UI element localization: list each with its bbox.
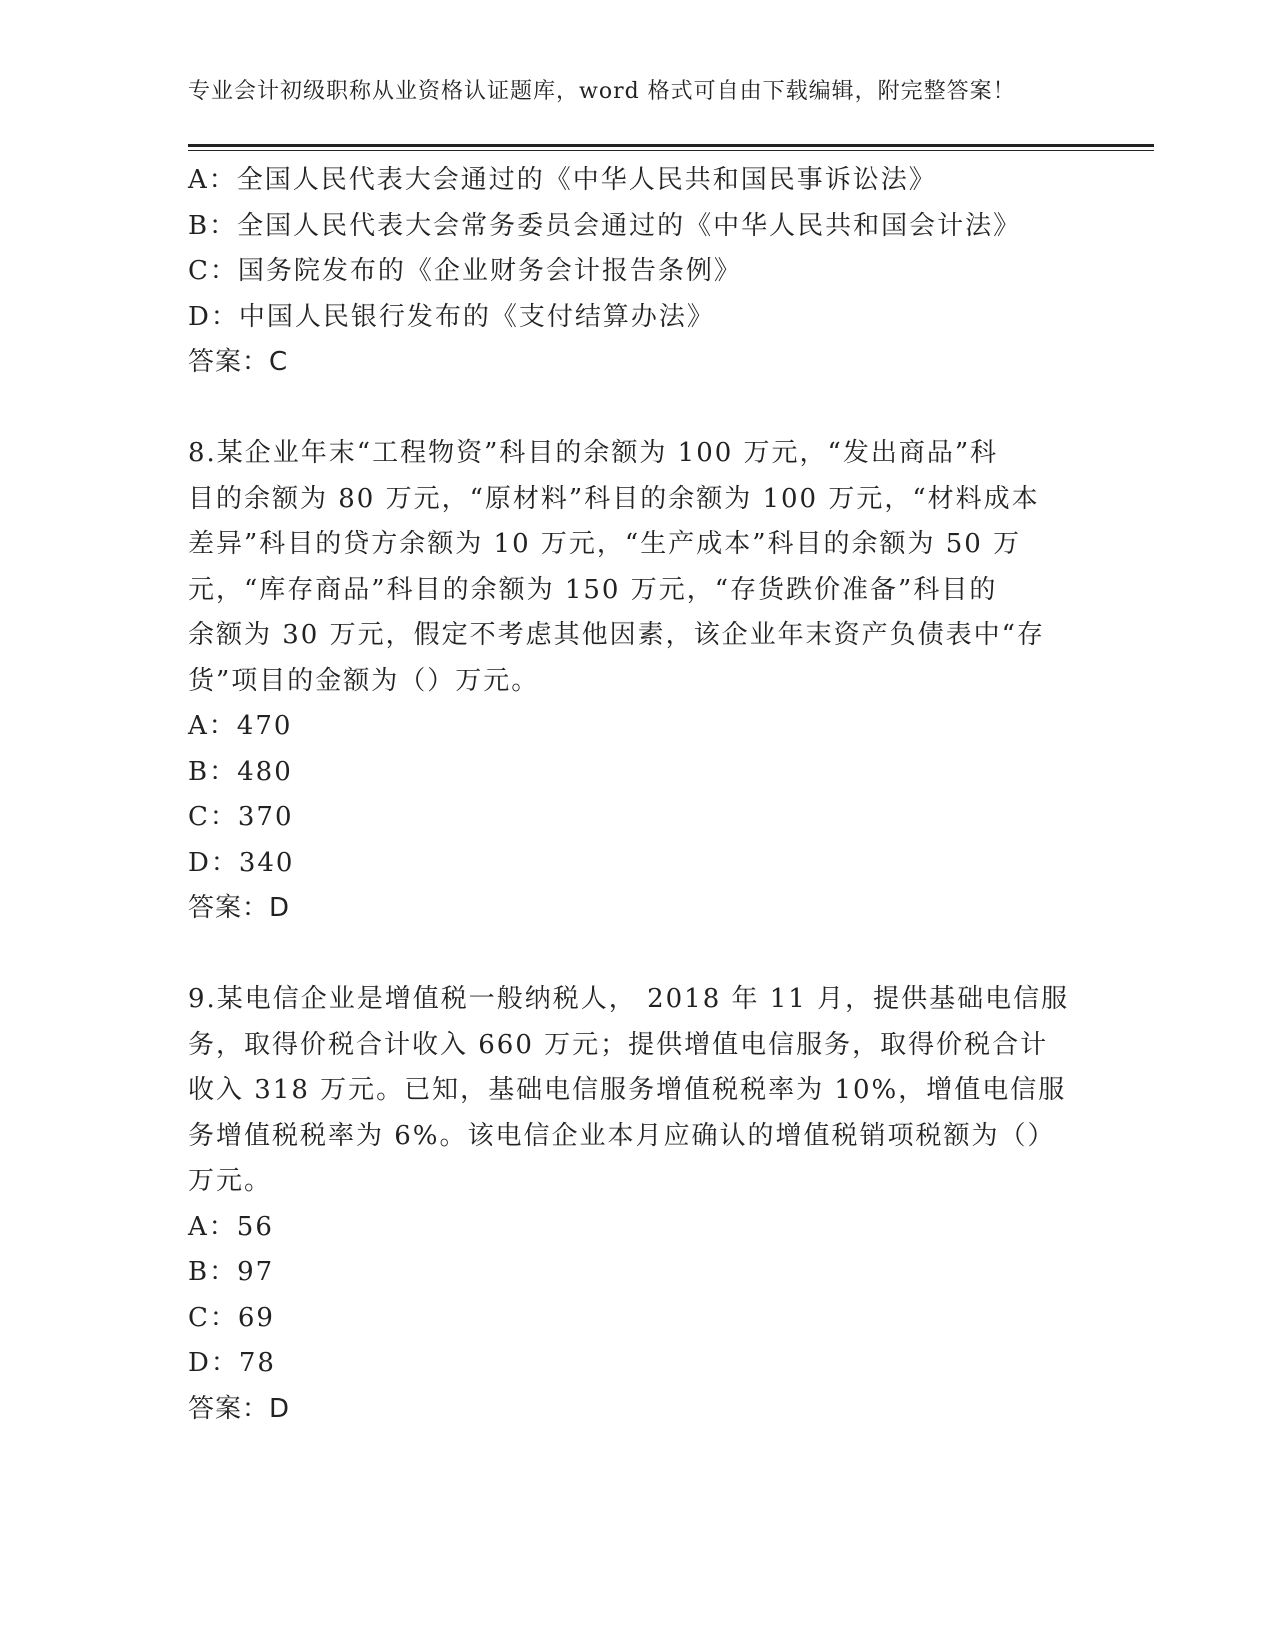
- page-header: 专业会计初级职称从业资格认证题库，word 格式可自由下载编辑，附完整答案！: [188, 79, 1016, 104]
- header-rule-thin: [188, 150, 1154, 151]
- question-9: [188, 977, 1088, 1432]
- question-text-line: 务增值税税率为 6%。该电信企业本月应确认的增值税销项税额为（）: [188, 1120, 1056, 1151]
- option-d: D：中国人民银行发布的《支付结算办法》: [188, 301, 715, 332]
- option-b: B：全国人民代表大会常务委员会通过的《中华人民共和国会计法》: [188, 210, 1022, 241]
- answer: 答案：D: [188, 893, 291, 923]
- option-c: C：370: [188, 802, 294, 832]
- option-d: D：78: [188, 1348, 276, 1378]
- question-8: [188, 431, 1088, 932]
- option-a: A：56: [188, 1211, 274, 1242]
- question-content: [188, 158, 1088, 1432]
- spacer: [188, 932, 1088, 978]
- spacer: [188, 386, 1088, 432]
- answer: 答案：D: [188, 1393, 291, 1424]
- question-text-line: 9.某电信企业是增值税一般纳税人， 2018 年 11 月，提供基础电信服: [188, 984, 1070, 1014]
- option-a: A：全国人民代表大会通过的《中华人民共和国民事诉讼法》: [188, 165, 937, 195]
- question-text-line: 8.某企业年末“工程物资”科目的余额为 100 万元，“发出商品”科: [188, 438, 999, 468]
- option-d: D：340: [188, 847, 295, 878]
- option-c: C：69: [188, 1302, 275, 1333]
- answer: 答案：C: [188, 347, 289, 377]
- question-text-line: 收入 318 万元。已知，基础电信服务增值税税率为 10%，增值电信服: [188, 1075, 1067, 1105]
- question-7: [188, 158, 1088, 386]
- question-text-line: 目的余额为 80 万元，“原材料”科目的余额为 100 万元，“材料成本: [188, 483, 1040, 514]
- question-text-line: 万元。: [188, 1166, 273, 1196]
- option-b: B：480: [188, 756, 293, 787]
- option-c: C：国务院发布的《企业财务会计报告条例》: [188, 256, 742, 286]
- question-text-line: 差异”科目的贷方余额为 10 万元，“生产成本”科目的余额为 50 万: [188, 529, 1022, 559]
- option-a: A：470: [188, 711, 293, 741]
- question-text-line: 元，“库存商品”科目的余额为 150 万元，“存货跌价准备”科目的: [188, 574, 998, 605]
- question-text-line: 货”项目的金额为（）万元。: [188, 665, 540, 696]
- question-text-line: 余额为 30 万元，假定不考虑其他因素，该企业年末资产负债表中“存: [188, 620, 1045, 650]
- option-b: B：97: [188, 1257, 275, 1287]
- question-text-line: 务，取得价税合计收入 660 万元；提供增值电信服务，取得价税合计: [188, 1029, 1049, 1060]
- header-rule-thick: [188, 144, 1154, 147]
